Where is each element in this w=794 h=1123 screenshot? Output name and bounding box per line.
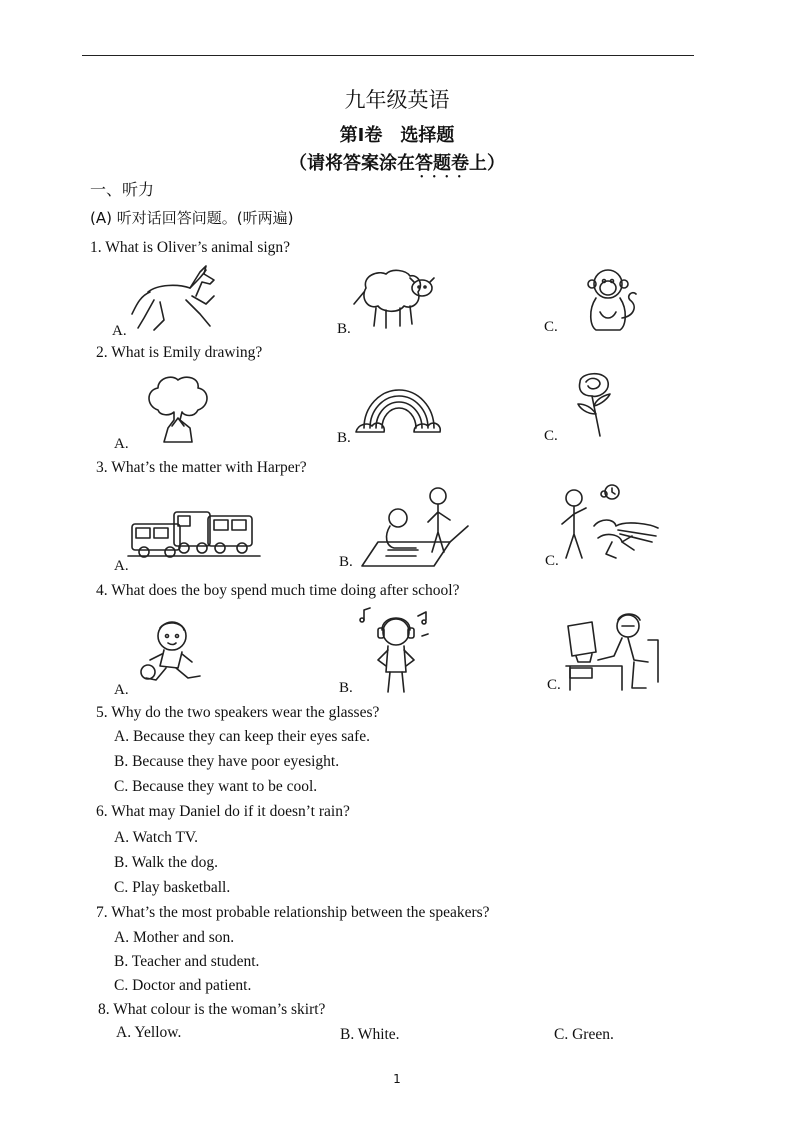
q3-option-c[interactable]: C.: [545, 553, 559, 569]
q8-option-b[interactable]: B. White.: [340, 1026, 400, 1043]
q2-option-b[interactable]: B.: [337, 430, 351, 446]
q8-option-a[interactable]: A. Yellow.: [116, 1024, 182, 1041]
football-icon: [134, 618, 212, 688]
question-7: 7. What’s the most probable relationship between the speakers?: [96, 904, 490, 921]
q7-option-c[interactable]: C. Doctor and patient.: [114, 977, 252, 994]
question-1: 1. What is Oliver’s animal sign?: [90, 239, 291, 256]
q6-option-b[interactable]: B. Walk the dog.: [114, 854, 218, 871]
running-late-icon: [556, 484, 660, 566]
q1-option-c[interactable]: C.: [544, 319, 558, 335]
horse-icon: [130, 262, 220, 334]
part-a-instruction: (A) 听对话回答问题。(听两遍): [90, 209, 294, 227]
q4-option-b[interactable]: B.: [339, 680, 353, 696]
q3-option-a[interactable]: A.: [114, 558, 129, 574]
q5-option-b[interactable]: B. Because they have poor eyesight.: [114, 753, 340, 770]
volume-title: 第Ⅰ卷 选择题: [339, 125, 455, 146]
q5-option-c[interactable]: C. Because they want to be cool.: [114, 778, 318, 795]
q4-option-a[interactable]: A.: [114, 682, 129, 698]
q7-option-a[interactable]: A. Mother and son.: [114, 929, 235, 946]
monkey-icon: [582, 266, 642, 334]
q4-option-c[interactable]: C.: [547, 677, 561, 693]
q2-option-c[interactable]: C.: [544, 428, 558, 444]
homework-icon: [358, 486, 470, 568]
traffic-jam-icon: [128, 498, 260, 560]
section-heading: 一、听力: [90, 180, 155, 199]
top-rule: [82, 55, 694, 56]
q8-option-c[interactable]: C. Green.: [554, 1026, 614, 1043]
question-3: 3. What’s the matter with Harper?: [96, 459, 307, 476]
rainbow-icon: [356, 380, 442, 438]
q1-option-a[interactable]: A.: [112, 323, 127, 339]
question-2: 2. What is Emily drawing?: [96, 344, 263, 361]
q3-option-b[interactable]: B.: [339, 554, 353, 570]
question-4: 4. What does the boy spend much time doing after school?: [96, 582, 460, 599]
music-icon: [356, 606, 436, 694]
page-number: 1: [393, 1072, 401, 1086]
q5-option-a[interactable]: A. Because they can keep their eyes safe.: [114, 728, 371, 745]
q6-option-c[interactable]: C. Play basketball.: [114, 879, 231, 896]
q6-option-a[interactable]: A. Watch TV.: [114, 829, 199, 846]
q1-option-b[interactable]: B.: [337, 321, 351, 337]
answer-instruction: （请将答案涂在答题卷上）: [289, 153, 505, 174]
sheep-icon: [352, 268, 436, 330]
page-title: 九年级英语: [344, 88, 450, 112]
question-6: 6. What may Daniel do if it doesn’t rain?: [96, 803, 350, 820]
q2-option-a[interactable]: A.: [114, 436, 129, 452]
emphasis-dots: ••••: [420, 172, 471, 183]
rose-icon: [566, 370, 620, 438]
computer-icon: [562, 606, 668, 690]
question-8: 8. What colour is the woman’s skirt?: [98, 1001, 326, 1018]
q7-option-b[interactable]: B. Teacher and student.: [114, 953, 260, 970]
tree-icon: [144, 374, 212, 446]
question-5: 5. Why do the two speakers wear the glasses?: [96, 704, 380, 721]
